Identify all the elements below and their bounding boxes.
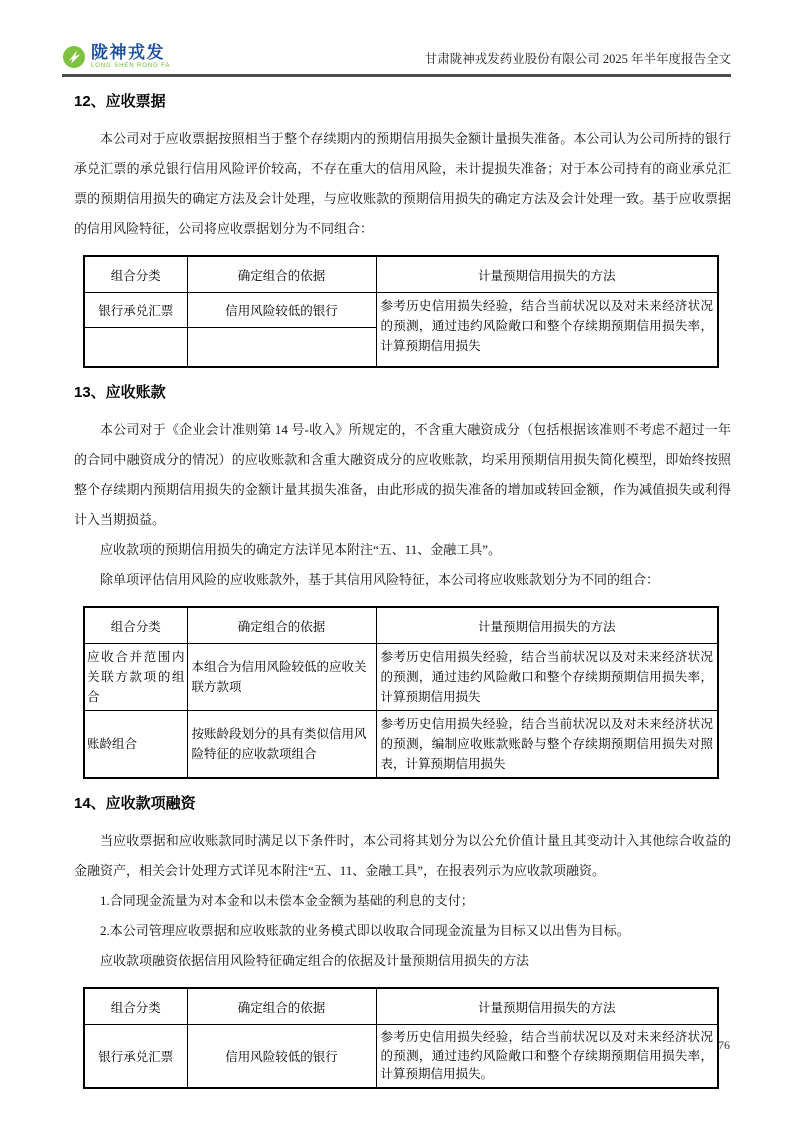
section-14-condition-2: 2.本公司管理应收票据和应收账款的业务模式即以收取合同现金流量为目标又以出售为目标。 xyxy=(100,923,630,938)
col-header-basis: 确定组合的依据 xyxy=(187,256,376,293)
logo-mark-icon xyxy=(62,45,86,69)
company-logo xyxy=(62,44,170,69)
cell-basis: 按账龄段划分的具有类似信用风险特征的应收款项组合 xyxy=(187,711,376,779)
table-header-row xyxy=(84,607,718,644)
col-header-basis: 确定组合的依据 xyxy=(187,607,376,644)
section-13-heading: 13、应收账款 xyxy=(74,384,166,401)
section-13-paragraph-2: 应收款项的预期信用损失的确定方法详见本附注“五、11、金融工具”。 xyxy=(100,542,502,557)
header-divider xyxy=(62,74,731,77)
table-header-row xyxy=(84,988,718,1025)
accounts-receivable-table xyxy=(83,606,719,779)
logo-text xyxy=(91,44,170,69)
table-row xyxy=(84,293,718,328)
col-header-basis: 确定组合的依据 xyxy=(187,988,376,1025)
table-row xyxy=(84,711,718,779)
cell-basis: 信用风险较低的银行 xyxy=(187,1025,376,1088)
cell-method: 参考历史信用损失经验，结合当前状况以及对未来经济状况的预测，通过违约风险敞口和整个存续期预期信用损失率，计算预期信用损失 xyxy=(376,644,718,711)
cell-portfolio: 银行承兑汇票 xyxy=(84,293,187,328)
cell-method: 参考历史信用损失经验，结合当前状况以及对未来经济状况的预测，通过违约风险敞口和整个存续期预期信用损失率，计算预期信用损失 xyxy=(376,293,718,368)
section-14-paragraph-2: 应收款项融资依据信用风险特征确定组合的依据及计量预期信用损失的方法 xyxy=(100,953,530,968)
logo-chinese-name: 陇神戎发 xyxy=(91,43,165,62)
section-14-heading: 14、应收款项融资 xyxy=(74,795,196,812)
col-header-portfolio: 组合分类 xyxy=(84,988,187,1025)
cell-portfolio: 应收合并范围内关联方款项的组合 xyxy=(84,644,187,711)
section-14-paragraph-1: 当应收票据和应收账款同时满足以下条件时，本公司将其划分为以公允价值计量且其变动计入其他综合收益的金融资产，相关会计处理方式详见本附注“五、11、金融工具”，在报表列示为应收款项融资。 xyxy=(74,833,731,878)
col-header-method: 计量预期信用损失的方法 xyxy=(376,607,718,644)
table-row xyxy=(84,644,718,711)
table-row xyxy=(84,1025,718,1088)
cell-basis: 本组合为信用风险较低的应收关联方款项 xyxy=(187,644,376,711)
section-12-heading: 12、应收票据 xyxy=(74,93,166,110)
section-14-condition-1: 1.合同现金流量为对本金和以未偿本金金额为基础的利息的支付； xyxy=(100,893,474,908)
col-header-portfolio: 组合分类 xyxy=(84,607,187,644)
cell-empty xyxy=(187,328,376,368)
cell-method: 参考历史信用损失经验，结合当前状况以及对未来经济状况的预测，通过违约风险敞口和整个存续期预期信用损失率，计算预期信用损失。 xyxy=(376,1025,718,1088)
section-13-paragraph-3: 除单项评估信用风险的应收账款外，基于其信用风险特征，本公司将应收账款划分为不同的组合： xyxy=(100,572,660,587)
col-header-portfolio: 组合分类 xyxy=(84,256,187,293)
section-12-paragraph: 本公司对于应收票据按照相当于整个存续期内的预期信用损失金额计量损失准备。本公司认为公司所持的银行承兑汇票的承兑银行信用风险评价较高，不存在重大的信用风险，未计提损失准备；对于本公司持有的商业承兑汇票的预期信用损失的确定方法及会计处理，与应收账款的预期信用损失的确定方法及会计处理一致。基于应收票据的信用风险特征，公司将应收票据划分为不同组合： xyxy=(74,131,731,236)
cell-basis: 信用风险较低的银行 xyxy=(187,293,376,328)
section-13-paragraph-1: 本公司对于《企业会计准则第 14 号-收入》所规定的，不含重大融资成分（包括根据该准则不考虑不超过一年的合同中融资成分的情况）的应收账款和含重大融资成分的应收账款，均采用预期信用损失简化模型，即始终按照整个存续期内预期信用损失的金额计量其损失准备，由此形成的损失准备的增加或转回金额，作为减值损失或利得计入当期损益。 xyxy=(74,422,731,527)
col-header-method: 计量预期信用损失的方法 xyxy=(376,256,718,293)
page-number: 76 xyxy=(718,1038,730,1052)
cell-method: 参考历史信用损失经验，结合当前状况以及对未来经济状况的预测，编制应收账款账龄与整个存续期预期信用损失对照表，计算预期信用损失 xyxy=(376,711,718,779)
cell-empty xyxy=(84,328,187,368)
cell-portfolio: 账龄组合 xyxy=(84,711,187,779)
receivables-financing-table xyxy=(83,987,719,1089)
report-title: 甘肃陇神戎发药业股份有限公司 2025 年半年度报告全文 xyxy=(424,52,731,66)
table-header-row xyxy=(84,256,718,293)
cell-portfolio: 银行承兑汇票 xyxy=(84,1025,187,1088)
notes-receivable-table xyxy=(83,255,719,368)
col-header-method: 计量预期信用损失的方法 xyxy=(376,988,718,1025)
page-header xyxy=(62,0,731,69)
logo-latin-name: LONG SHEN RONG FA xyxy=(91,63,171,69)
